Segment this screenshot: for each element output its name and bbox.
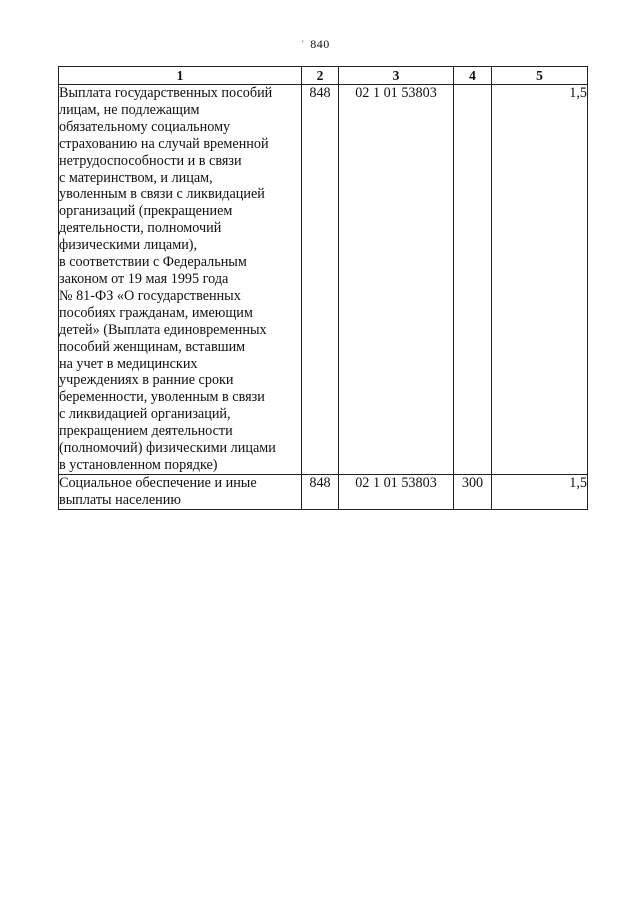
row-ministry-code: 848 (302, 85, 339, 475)
table-row (59, 474, 588, 509)
column-header-4: 4 (454, 67, 492, 85)
header-row (59, 67, 588, 85)
column-header-2: 2 (302, 67, 339, 85)
row-expense-type (454, 85, 492, 475)
row-target-article: 02 1 01 53803 (339, 85, 454, 475)
column-header-5: 5 (492, 67, 588, 85)
row-amount: 1,5 (492, 474, 588, 509)
row-target-article: 02 1 01 53803 (339, 474, 454, 509)
row-ministry-code: 848 (302, 474, 339, 509)
page-number (0, 37, 640, 52)
row-expense-type: 300 (454, 474, 492, 509)
budget-table (58, 66, 588, 510)
table-row (59, 85, 588, 475)
row-description: Выплата государственных пособий лицам, не подлежащим обязательному социальному страхованию на случай временной нетрудоспособности и в связи с материнством, и лицам, уволенным в связи с ликвидацией организаций (прекращением деятельности, полномочий физическими лицами), в соответствии с Федеральным законом от 19 мая 1995 года № 81-ФЗ «О государственных пособиях гражданам, имеющим детей» (Выплата единовременных пособий женщинам, вставшим на учет в медицинских учреждениях в ранние сроки беременности, уволенным в связи с ликвидацией организаций, прекращением деятельности (полномочий) физическими лицами в установленном порядке) (59, 85, 302, 475)
row-description: Социальное обеспечение и иные выплаты населению (59, 474, 302, 509)
scan-mark: ' (302, 39, 305, 49)
row-amount: 1,5 (492, 85, 588, 475)
page-number-text: 840 (310, 37, 330, 51)
column-header-1: 1 (59, 67, 302, 85)
column-header-3: 3 (339, 67, 454, 85)
